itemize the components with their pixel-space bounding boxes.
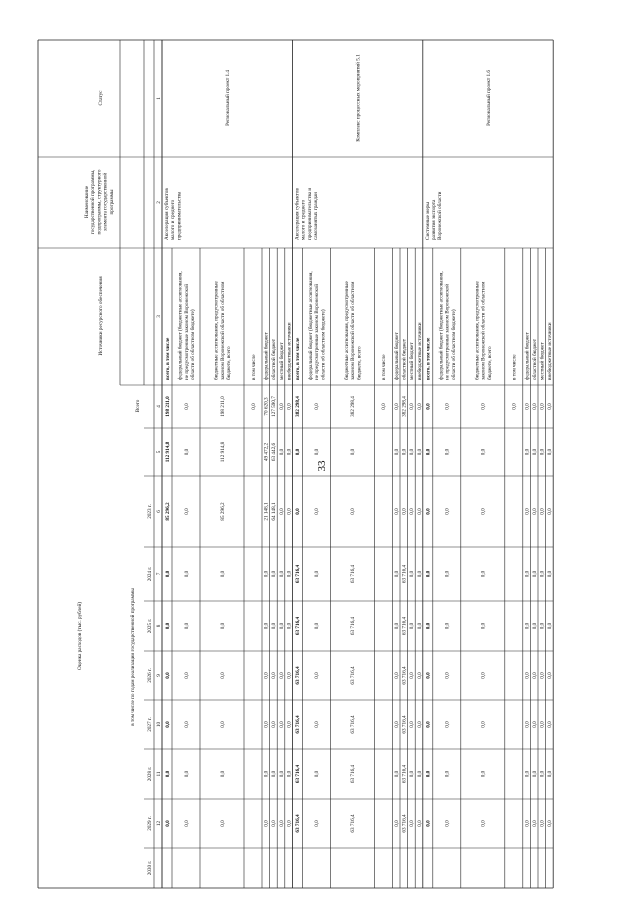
value-cell: 0,0 xyxy=(394,403,400,410)
source-cell: всего, в том числе xyxy=(295,337,302,380)
source-cell: в том числе xyxy=(381,354,388,380)
value-cell: 0,0 xyxy=(394,448,400,456)
value-cell: 0,0 xyxy=(532,448,538,456)
source-cell: внебюджетные источники xyxy=(547,322,554,380)
value-cell: 0,0 xyxy=(350,508,357,515)
value-cell: 0,0 xyxy=(219,770,226,778)
value-cell: 0,0 xyxy=(480,721,487,728)
value-cell: 70 620,3 xyxy=(263,397,270,416)
value-cell: 0,0 xyxy=(409,622,416,630)
value-cell: 0,0 xyxy=(547,672,554,679)
value-cell: 63 716,4 xyxy=(295,814,302,833)
source-cell: федеральный бюджет xyxy=(524,332,531,380)
year-label: 2024 г. xyxy=(147,566,153,582)
name-cell: Акселерация субъектовмалого и среднегопредпринимательства xyxy=(164,188,183,240)
source-cell: бюджетные ассигнования, предусмотренныезаконом Воронежской области об областномбюджете, всего xyxy=(474,281,493,380)
value-cell: 0,0 xyxy=(219,820,226,827)
value-cell: 0,0 xyxy=(250,403,257,410)
value-cell: 0,0 xyxy=(164,721,171,728)
column-number: 4 xyxy=(156,405,162,408)
value-cell: 0,0 xyxy=(539,820,546,827)
value-cell: 0,0 xyxy=(539,403,546,410)
value-cell: 0,0 xyxy=(480,770,487,778)
value-cell: 0,0 xyxy=(394,672,400,679)
value-cell: 0,0 xyxy=(409,403,416,410)
value-cell: 0,0 xyxy=(444,820,451,827)
value-cell: 0,0 xyxy=(314,508,321,515)
value-cell: 0,0 xyxy=(286,403,293,410)
value-cell: 0,0 xyxy=(278,721,285,728)
header-by-year: в том числе по годам реализации государственной программы xyxy=(130,588,136,726)
value-cell: 63 716,4 xyxy=(350,814,357,833)
value-cell: 0,0 xyxy=(278,403,285,410)
value-cell: 0,0 xyxy=(409,672,416,679)
value-cell: 0,0 xyxy=(547,508,554,515)
value-cell: 0,0 xyxy=(271,570,278,578)
value-cell: 382 298,4 xyxy=(350,396,357,417)
header-estimate: Оценка расходов (тыс. рублей) xyxy=(77,602,83,670)
value-cell: 85 296,2 xyxy=(219,502,226,521)
budget-table xyxy=(38,40,553,888)
value-cell: 0,0 xyxy=(444,448,451,456)
value-cell: 0,0 xyxy=(547,448,554,456)
source-cell: федеральный бюджет xyxy=(263,332,270,380)
source-cell: всего, в том числе xyxy=(164,337,171,380)
source-cell: в том числе xyxy=(511,354,518,380)
value-cell: 0,0 xyxy=(511,403,518,410)
value-cell: 0,0 xyxy=(394,570,400,578)
value-cell: 112 914,8 xyxy=(219,441,226,463)
value-cell: 63 716,4 xyxy=(350,616,357,636)
value-cell: 0,0 xyxy=(409,448,416,456)
value-cell: 0,0 xyxy=(444,570,451,578)
value-cell: 0,0 xyxy=(480,570,487,578)
value-cell: 0,0 xyxy=(480,403,487,410)
value-cell: 0,0 xyxy=(409,820,416,827)
year-label: 2029 г. xyxy=(147,816,153,831)
value-cell: 0,0 xyxy=(480,622,487,630)
value-cell: 0,0 xyxy=(314,672,321,679)
value-cell: 0,0 xyxy=(524,672,531,679)
value-cell: 0,0 xyxy=(524,820,531,827)
value-cell: 0,0 xyxy=(524,403,531,410)
source-cell: местный бюджет xyxy=(278,342,285,380)
value-cell: 0,0 xyxy=(278,570,285,578)
value-cell: 0,0 xyxy=(416,448,423,456)
value-cell: 63 716,4 xyxy=(295,666,302,685)
value-cell: 0,0 xyxy=(444,508,451,515)
value-cell: 0,0 xyxy=(164,570,171,578)
value-cell: 0,0 xyxy=(425,622,432,630)
value-cell: 0,0 xyxy=(278,820,285,827)
value-cell: 0,0 xyxy=(425,403,432,410)
page-number-layer xyxy=(316,460,328,472)
value-cell: 0,0 xyxy=(314,403,321,410)
value-cell: 0,0 xyxy=(164,672,171,679)
value-cell: 0,0 xyxy=(425,672,432,679)
source-cell: областной бюджет xyxy=(271,339,278,380)
year-label: 2025 г. xyxy=(147,618,153,634)
column-number: 6 xyxy=(156,510,162,513)
status-cell: Комплекс процессных мероприятий 5.1 xyxy=(355,54,362,142)
value-cell: 0,0 xyxy=(381,403,388,410)
value-cell: 0,0 xyxy=(524,570,531,578)
value-cell: 0,0 xyxy=(547,403,554,410)
value-cell: 0,0 xyxy=(286,570,293,578)
year-label: 2030 г. xyxy=(147,860,153,876)
value-cell: 0,0 xyxy=(263,770,270,778)
value-cell: 0,0 xyxy=(314,570,321,578)
column-number: 5 xyxy=(156,450,162,454)
value-cell: 0,0 xyxy=(444,672,451,679)
source-cell: местный бюджет xyxy=(539,342,546,380)
value-cell: 0,0 xyxy=(401,448,408,456)
value-cell: 0,0 xyxy=(219,672,226,679)
value-cell: 0,0 xyxy=(416,622,423,630)
value-cell: 0,0 xyxy=(183,672,190,679)
value-cell: 0,0 xyxy=(539,622,546,630)
value-cell: 0,0 xyxy=(409,570,416,578)
value-cell: 63 716,4 xyxy=(401,564,408,584)
source-cell: внебюджетные источники xyxy=(286,322,293,380)
value-cell: 0,0 xyxy=(278,622,285,630)
value-cell: 0,0 xyxy=(278,448,285,456)
value-cell: 0,0 xyxy=(539,721,546,728)
value-cell: 63 442,6 xyxy=(271,442,278,462)
value-cell: 0,0 xyxy=(394,770,400,778)
value-cell: 0,0 xyxy=(401,508,408,515)
value-cell: 0,0 xyxy=(480,508,487,515)
value-cell: 63 716,4 xyxy=(295,616,302,636)
value-cell: 0,0 xyxy=(164,622,171,630)
source-cell: федеральный бюджет (бюджетные ассигнования,не предусмотренные законом Воронежскойобласти об областном бюджете) xyxy=(177,271,196,380)
value-cell: 0,0 xyxy=(183,448,190,456)
value-cell: 0,0 xyxy=(295,508,302,515)
value-cell: 0,0 xyxy=(183,770,190,778)
value-cell: 0,0 xyxy=(183,820,190,827)
value-cell: 0,0 xyxy=(524,770,531,778)
source-cell: федеральный бюджет xyxy=(394,332,400,380)
value-cell: 0,0 xyxy=(271,820,278,827)
value-cell: 0,0 xyxy=(409,721,416,728)
value-cell: 0,0 xyxy=(425,820,432,827)
value-cell: 63 716,4 xyxy=(350,666,357,685)
value-cell: 0,0 xyxy=(539,770,546,778)
value-cell: 0,0 xyxy=(219,622,226,630)
value-cell: 0,0 xyxy=(524,721,531,728)
column-number: 11 xyxy=(156,771,162,777)
column-number: 12 xyxy=(156,820,162,827)
header-name: Наименованиегосударственной программы,подпрограммы, структурногоэлемента государственнойпрограммы xyxy=(84,169,115,235)
value-cell: 112 914,8 xyxy=(164,441,171,463)
value-cell: 0,0 xyxy=(278,770,285,778)
source-cell: федеральный бюджет (бюджетные ассигнования,не предусмотренные законом Воронежскойобласти об областном бюджете) xyxy=(308,271,327,380)
value-cell: 198 211,0 xyxy=(219,396,226,417)
value-cell: 0,0 xyxy=(286,721,293,728)
value-cell: 63 716,4 xyxy=(295,564,302,584)
value-cell: 0,0 xyxy=(271,622,278,630)
value-cell: 85 296,2 xyxy=(164,502,171,521)
source-cell: местный бюджет xyxy=(409,342,416,380)
value-cell: 0,0 xyxy=(532,672,538,679)
value-cell: 63 716,4 xyxy=(401,666,408,685)
value-cell: 0,0 xyxy=(286,672,293,679)
value-cell: 63 716,4 xyxy=(401,616,408,636)
value-cell: 0,0 xyxy=(425,448,432,456)
value-cell: 0,0 xyxy=(547,820,554,827)
value-cell: 0,0 xyxy=(350,448,357,456)
value-cell: 0,0 xyxy=(314,448,321,456)
value-cell: 63 716,4 xyxy=(350,764,357,784)
column-number: 3 xyxy=(156,315,162,318)
source-cell: в том числе xyxy=(250,354,257,380)
value-cell: 0,0 xyxy=(444,721,451,728)
value-cell: 0,0 xyxy=(416,770,423,778)
column-number: 2 xyxy=(156,201,162,204)
value-cell: 0,0 xyxy=(532,721,538,728)
value-cell: 0,0 xyxy=(524,508,531,515)
status-cell: Региональный проект 1.4 xyxy=(225,70,232,126)
value-cell: 0,0 xyxy=(394,721,400,728)
value-cell: 0,0 xyxy=(524,622,531,630)
column-number: 8 xyxy=(156,624,162,628)
value-cell: 0,0 xyxy=(425,770,432,778)
value-cell: 0,0 xyxy=(219,721,226,728)
value-cell: 0,0 xyxy=(532,403,538,410)
value-cell: 0,0 xyxy=(286,508,293,515)
year-label: 2028 г. xyxy=(147,766,153,782)
source-cell: областной бюджет xyxy=(401,339,408,380)
value-cell: 0,0 xyxy=(183,570,190,578)
value-cell: 0,0 xyxy=(263,622,270,630)
value-cell: 0,0 xyxy=(394,508,400,515)
value-cell: 0,0 xyxy=(524,448,531,456)
value-cell: 63 716,4 xyxy=(295,764,302,784)
value-cell: 0,0 xyxy=(444,403,451,410)
value-cell: 63 716,4 xyxy=(401,715,408,734)
value-cell: 49 472,2 xyxy=(263,442,270,462)
year-label: 2023 г. xyxy=(147,504,153,519)
value-cell: 63 716,4 xyxy=(295,715,302,734)
value-cell: 0,0 xyxy=(286,622,293,630)
value-cell: 0,0 xyxy=(394,622,400,630)
value-cell: 0,0 xyxy=(286,448,293,456)
value-cell: 0,0 xyxy=(547,570,554,578)
value-cell: 0,0 xyxy=(547,721,554,728)
header-source: Источники ресурсного обеспечения xyxy=(98,276,104,356)
name-cell: Системные мерыразвития экспортаВоронежской области xyxy=(424,191,444,240)
value-cell: 0,0 xyxy=(183,622,190,630)
value-cell: 0,0 xyxy=(219,570,226,578)
value-cell: 0,0 xyxy=(314,721,321,728)
value-cell: 0,0 xyxy=(183,721,190,728)
value-cell: 63 716,4 xyxy=(350,715,357,734)
value-cell: 198 211,0 xyxy=(164,396,171,417)
value-cell: 0,0 xyxy=(416,820,423,827)
value-cell: 0,0 xyxy=(295,448,302,456)
value-cell: 0,0 xyxy=(271,672,278,679)
value-cell: 0,0 xyxy=(480,672,487,679)
value-cell: 0,0 xyxy=(425,508,432,515)
value-cell: 0,0 xyxy=(547,770,554,778)
value-cell: 0,0 xyxy=(532,770,538,778)
value-cell: 0,0 xyxy=(183,508,190,515)
value-cell: 0,0 xyxy=(416,721,423,728)
column-number: 7 xyxy=(156,572,162,576)
value-cell: 0,0 xyxy=(480,448,487,456)
value-cell: 0,0 xyxy=(286,770,293,778)
value-cell: 0,0 xyxy=(263,721,270,728)
value-cell: 0,0 xyxy=(409,770,416,778)
value-cell: 0,0 xyxy=(263,570,270,578)
value-cell: 0,0 xyxy=(183,403,190,410)
value-cell: 63 716,4 xyxy=(401,764,408,784)
value-cell: 0,0 xyxy=(539,570,546,578)
value-cell: 0,0 xyxy=(547,622,554,630)
value-cell: 0,0 xyxy=(539,448,546,456)
page-number: 33 xyxy=(316,460,328,472)
source-cell: внебюджетные источники xyxy=(416,322,423,380)
value-cell: 0,0 xyxy=(532,570,538,578)
value-cell: 64 148,1 xyxy=(271,502,278,521)
value-cell: 127 590,7 xyxy=(271,396,278,417)
value-cell: 63 716,4 xyxy=(401,814,408,833)
value-cell: 0,0 xyxy=(314,820,321,827)
column-number: 1 xyxy=(156,97,162,100)
value-cell: 0,0 xyxy=(532,820,538,827)
value-cell: 21 148,1 xyxy=(263,502,270,521)
value-cell: 0,0 xyxy=(164,770,171,778)
value-cell: 0,0 xyxy=(409,508,416,515)
value-cell: 0,0 xyxy=(278,508,285,515)
value-cell: 0,0 xyxy=(480,820,487,827)
value-cell: 0,0 xyxy=(425,570,432,578)
year-label: 2027 г. xyxy=(147,717,153,732)
source-cell: бюджетные ассигнования, предусмотренныезаконом Воронежской области об областномбюджете, всего xyxy=(344,281,363,380)
value-cell: 0,0 xyxy=(314,770,321,778)
value-cell: 0,0 xyxy=(271,770,278,778)
value-cell: 0,0 xyxy=(164,820,171,827)
name-cell: Акселерация субъектовмалого и среднегопредпринимательства исамозанятых граждан xyxy=(294,187,319,240)
value-cell: 0,0 xyxy=(444,770,451,778)
value-cell: 0,0 xyxy=(416,672,423,679)
source-cell: всего, в том числе xyxy=(425,337,432,380)
value-cell: 0,0 xyxy=(416,508,423,515)
value-cell: 0,0 xyxy=(271,721,278,728)
value-cell: 0,0 xyxy=(532,622,538,630)
column-number: 9 xyxy=(156,674,162,677)
value-cell: 0,0 xyxy=(394,820,400,827)
value-cell: 0,0 xyxy=(416,403,423,410)
value-cell: 0,0 xyxy=(539,672,546,679)
value-cell: 63 716,4 xyxy=(350,564,357,584)
value-cell: 382 298,4 xyxy=(401,396,408,417)
value-cell: 0,0 xyxy=(416,570,423,578)
year-label: 2026 г. xyxy=(147,668,153,683)
value-cell: 0,0 xyxy=(263,820,270,827)
value-cell: 382 298,4 xyxy=(295,396,302,417)
status-cell: Региональный проект 1.6 xyxy=(486,70,492,126)
value-cell: 0,0 xyxy=(444,622,451,630)
value-cell: 0,0 xyxy=(263,672,270,679)
header-total: Всего xyxy=(135,399,141,413)
value-cell: 0,0 xyxy=(539,508,546,515)
column-number: 10 xyxy=(156,721,162,728)
source-cell: федеральный бюджет (бюджетные ассигнования,не предусмотренные законом Воронежскойобласти об областном бюджете) xyxy=(438,271,457,380)
source-cell: областной бюджет xyxy=(532,339,538,380)
value-cell: 0,0 xyxy=(278,672,285,679)
value-cell: 0,0 xyxy=(314,622,321,630)
value-cell: 0,0 xyxy=(532,508,538,515)
value-cell: 0,0 xyxy=(286,820,293,827)
value-cell: 0,0 xyxy=(425,721,432,728)
header-status: Статус xyxy=(98,90,104,106)
source-cell: бюджетные ассигнования, предусмотренныезаконом Воронежской области об областномбюджете, всего xyxy=(213,281,232,380)
